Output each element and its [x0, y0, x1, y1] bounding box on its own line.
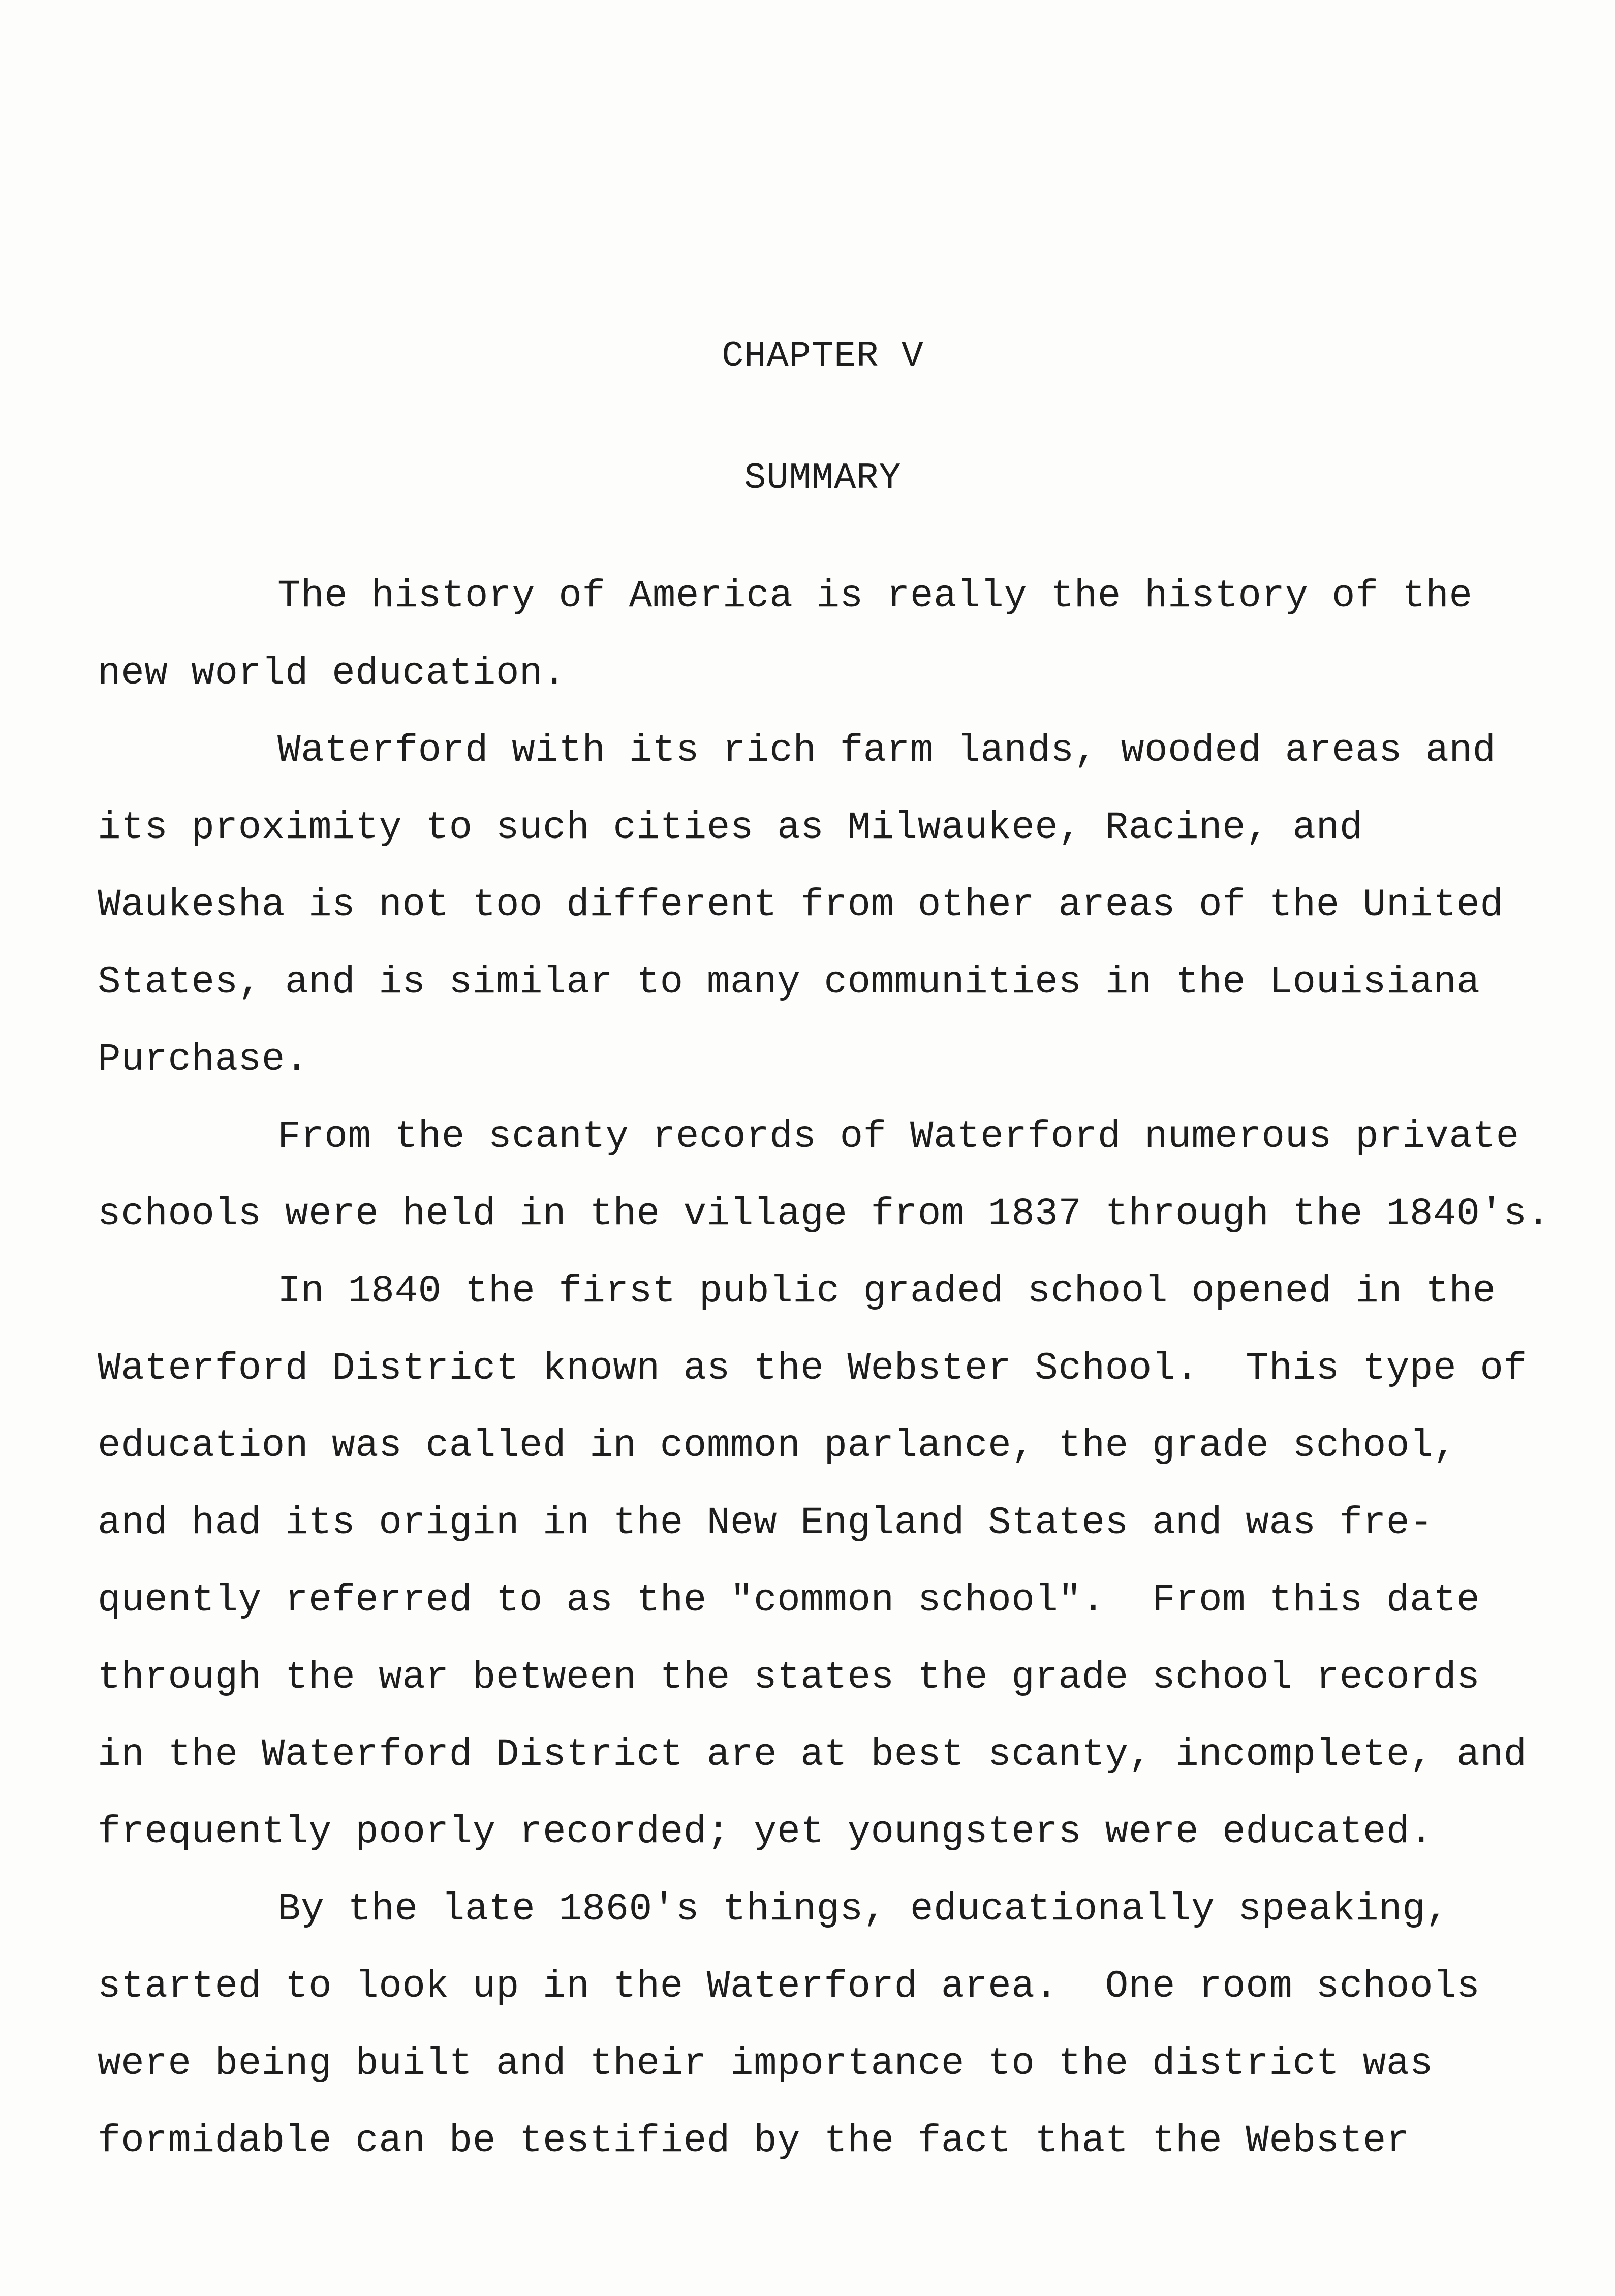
- text-line: its proximity to such cities as Milwaukee, Racine, and: [98, 806, 1363, 850]
- text-line: schools were held in the village from 1837 through the 1840's.: [98, 1192, 1550, 1236]
- text-line: By the late 1860's things, educationally speaking,: [277, 1887, 1449, 1931]
- text-line: education was called in common parlance, the grade school,: [98, 1424, 1457, 1468]
- text-line: From the scanty records of Waterford numerous private: [277, 1115, 1519, 1159]
- text-line: formidable can be testified by the fact that the Webster: [98, 2119, 1410, 2163]
- text-line: Waterford District known as the Webster School. This type of: [98, 1347, 1527, 1390]
- text-line: Purchase.: [98, 1038, 308, 1081]
- text-line: Waterford with its rich farm lands, wooded areas and: [277, 729, 1496, 772]
- text-line: were being built and their importance to the district was: [98, 2042, 1434, 2086]
- text-line: frequently poorly recorded; yet youngsters were educated.: [98, 1810, 1434, 1854]
- text-line: new world education.: [98, 651, 567, 695]
- text-line: Waukesha is not too different from other areas of the United: [98, 883, 1504, 927]
- text-line: and had its origin in the New England States and was fre-: [98, 1501, 1434, 1545]
- chapter-heading: CHAPTER V: [722, 335, 924, 377]
- text-line: through the war between the states the grade school records: [98, 1656, 1480, 1699]
- text-line: started to look up in the Waterford area. One room schools: [98, 1965, 1480, 2008]
- text-line: States, and is similar to many communities in the Louisiana: [98, 960, 1480, 1004]
- text-line: in the Waterford District are at best scanty, incomplete, and: [98, 1733, 1527, 1777]
- text-line: The history of America is really the history of the: [277, 574, 1473, 618]
- text-line: quently referred to as the "common school". From this date: [98, 1578, 1480, 1622]
- text-line: In 1840 the first public graded school opened in the: [277, 1269, 1496, 1313]
- section-title: SUMMARY: [744, 457, 902, 499]
